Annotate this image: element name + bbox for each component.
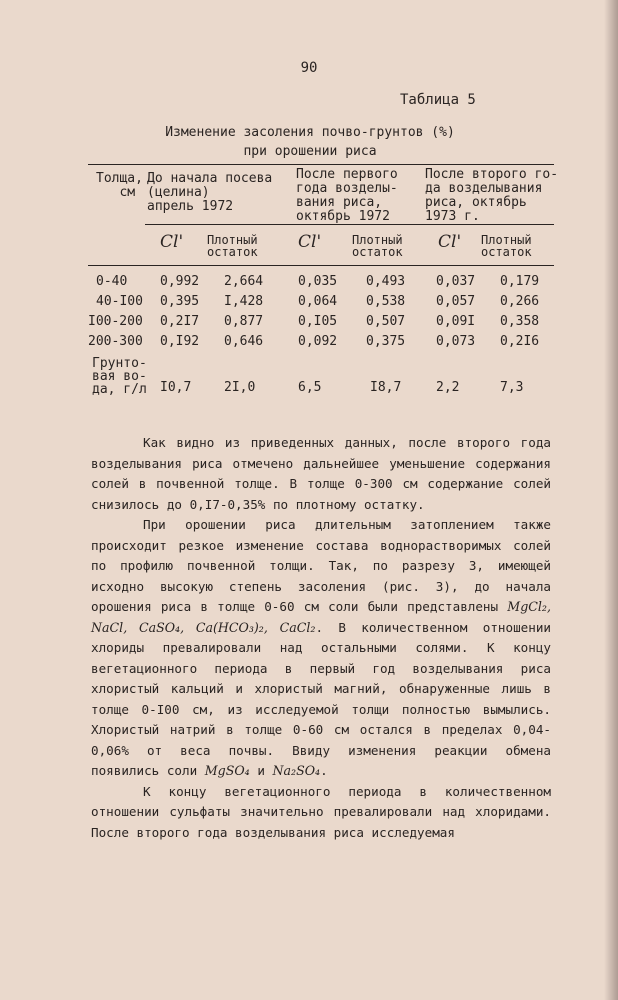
table-cell: 0,057	[436, 294, 476, 309]
table-cell: 0,395	[160, 294, 200, 309]
subheader-residue-3: Плотный остаток	[481, 233, 532, 259]
subheader-cl-2: Cl'	[298, 232, 322, 252]
subheader-residue-1: Плотный остаток	[207, 233, 258, 259]
table-cell: 2I,0	[224, 380, 256, 395]
table-cell: 7,3	[500, 380, 524, 395]
table-title-line2: при орошении риса	[243, 144, 377, 159]
paragraph: К концу вегетационного периода в количественном отношении сульфаты значительно превалировали над хлоридами. После второго года возделывания риса исследуемая	[91, 783, 551, 840]
table-cell: 0,092	[298, 334, 338, 349]
table-title-line1: Изменение засоления почво-грунтов (%)	[165, 125, 455, 140]
table-cell: 0,037	[436, 274, 476, 289]
paragraph	[91, 515, 551, 782]
paragraph-text: . В количественном отношении хлориды превалировали над остальными солями. К концу вегетационного периода в первый год возделывания риса хлористый кальций и хлористый магний, обнаруженные лишь в толще 0-I00 см, из исследуемой толщи полностью вымылись. Хлористый натрий в толще 0-60 см остался в пределах 0,04-0,06% от веса почвы. Ввиду изменения реакции обмена появились соли	[91, 619, 551, 778]
header-after-first-year: После первого года возделы- вания риса, октябрь 1972	[296, 167, 398, 224]
body-text	[91, 433, 551, 843]
paragraph-text: и	[257, 763, 265, 778]
table-cell: 0,266	[500, 294, 540, 309]
table-cell: I,428	[224, 294, 264, 309]
table-cell: 0,035	[298, 274, 338, 289]
paragraph-text: При орошении риса длительным затоплением также происходит резкое изменение состава воднорастворимых солей по профилю почвенной толщи. Так, по разрезу 3, имеющей исходно высокую степень засоления (рис. 3), до начала орошения риса в толще 0-60 см соли были представлены	[91, 517, 551, 614]
table-cell: 0,2I6	[500, 334, 540, 349]
table-subheader-rule	[88, 265, 554, 266]
header-depth: Толща, см	[96, 171, 143, 200]
table-cell: 0,I05	[298, 314, 338, 329]
row-depth: 40-I00	[96, 294, 143, 309]
subheader-residue-2: Плотный остаток	[352, 233, 403, 259]
table-cell: 0,507	[366, 314, 406, 329]
table-header-rule	[145, 224, 554, 225]
row-depth: I00-200	[88, 314, 143, 329]
table-cell: 0,064	[298, 294, 338, 309]
table-cell: 0,375	[366, 334, 406, 349]
table-cell: 0,I92	[160, 334, 200, 349]
table-cell: I0,7	[160, 380, 192, 395]
table-title	[100, 123, 520, 161]
groundwater-label-line2: вая во-	[92, 369, 147, 384]
table-cell: 0,538	[366, 294, 406, 309]
table-cell: I8,7	[370, 380, 402, 395]
subheader-cl-3: Cl'	[438, 232, 462, 252]
table-cell: 0,179	[500, 274, 540, 289]
row-depth: 0-40	[96, 274, 128, 289]
header-after-second-year: После второго го- да возделывания риса, октябрь 1973 г.	[425, 167, 559, 224]
row-depth: 200-300	[88, 334, 143, 349]
table-top-rule	[88, 164, 554, 165]
paragraph-text: .	[320, 763, 328, 778]
table-label: Таблица 5	[400, 92, 476, 108]
handwritten-salt-formula: MgSO₄	[204, 763, 250, 778]
table-cell: 6,5	[298, 380, 322, 395]
table-cell: 0,992	[160, 274, 200, 289]
table-cell: 2,664	[224, 274, 264, 289]
page-number: 90	[300, 60, 318, 76]
table-cell: 0,493	[366, 274, 406, 289]
header-before-sowing: До начала посева (целина) апрель 1972	[147, 171, 273, 214]
table-cell: 0,09I	[436, 314, 476, 329]
groundwater-label-line1: Грунто-	[92, 356, 147, 371]
table-cell: 0,2I7	[160, 314, 200, 329]
paragraph: Как видно из приведенных данных, после второго года возделывания риса отмечено дальнейшее уменьшение содержания солей в почвенной толще. В толще 0-300 см содержание солей снизилось до 0,I7-0,35% по плотному остатку.	[91, 435, 551, 512]
table-cell: 0,877	[224, 314, 264, 329]
handwritten-salt-formula: Na₂SO₄	[272, 763, 321, 778]
subheader-cl-1: Cl'	[160, 232, 184, 252]
table-cell: 0,358	[500, 314, 540, 329]
groundwater-label-line3: да, г/л	[92, 382, 147, 397]
table-cell: 2,2	[436, 380, 460, 395]
page-edge-shadow	[604, 0, 618, 1000]
table-cell: 0,073	[436, 334, 476, 349]
table-cell: 0,646	[224, 334, 264, 349]
handwritten-salt-formulas: MgCl₂, NaCl, CaSO₄, Ca(HCO₃)₂, CaCl₂	[91, 599, 551, 635]
